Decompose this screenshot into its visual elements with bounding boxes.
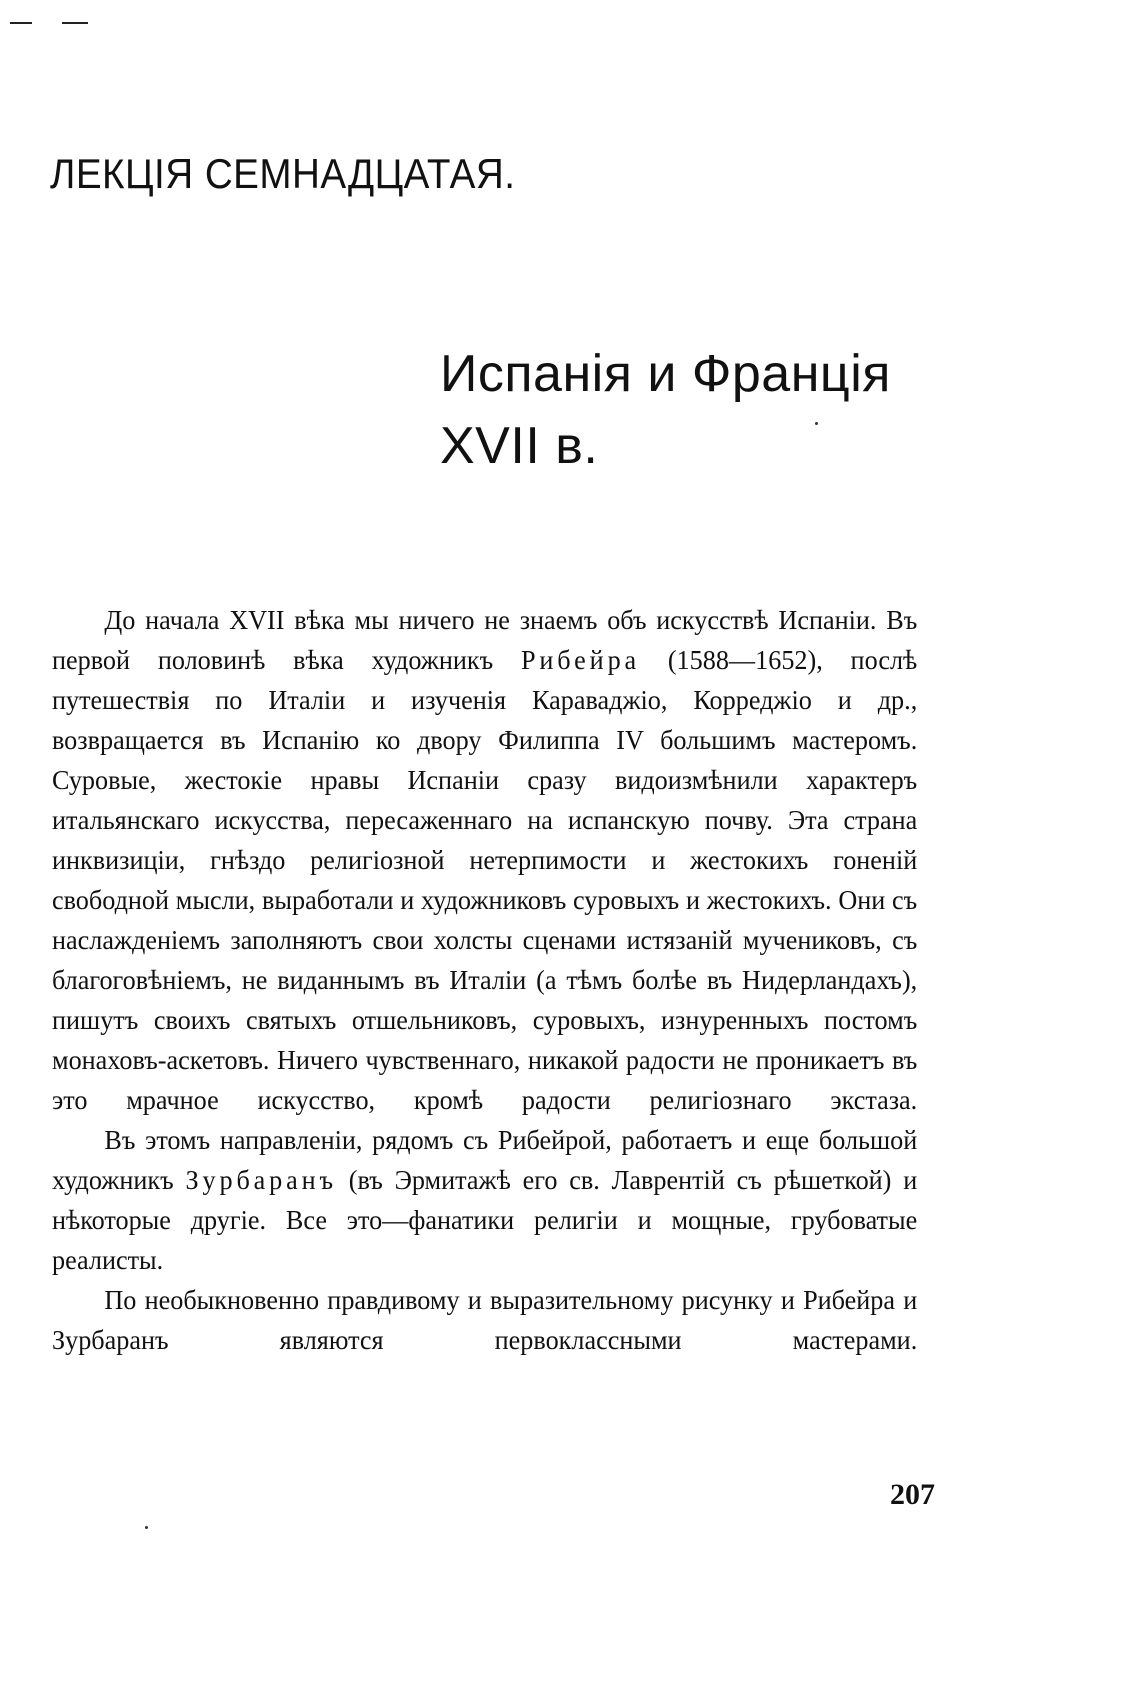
paragraph-3 — [52, 1280, 917, 1360]
scan-mark — [10, 22, 32, 24]
paragraph-1-text: (1588—1652), послѣ путешествія по Италіи и изученія Караваджіо, Корреджіо и др., возвращается въ Испанію ко двору Филиппа IV большимъ мастеромъ. Суровые, жестокіе нравы Испаніи сразу видоизмѣнили характеръ итальянскаго искусства, пересаженнаго на испанскую почву. Эта страна инквизиціи, гнѣздо религіозной нетерпимости и жестокихъ гоненій свободной мысли, выработали и художниковъ суровыхъ и жестокихъ. Они съ наслажденіемъ заполняютъ свои холсты сценами истязаній мучениковъ, съ благоговѣніемъ, не виданнымъ въ Италіи (а тѣмъ болѣе въ Нидерландахъ), пишутъ своихъ святыхъ отшельниковъ, суровыхъ, изнуренныхъ постомъ монаховъ-аскетовъ. Ничего чувственнаго, никакой радости не проникаетъ въ это мрачное искусство, кромѣ радости религіознаго экстаза. — [52, 645, 918, 1115]
paragraph-2 — [52, 1120, 917, 1280]
artist-name-zurbaran: Зурбаранъ — [185, 1165, 337, 1195]
scan-speck — [145, 1526, 148, 1529]
artist-name-ribera: Рибейра — [520, 645, 641, 675]
scan-mark — [62, 22, 88, 24]
paragraph-2-text: (въ Эрмитажѣ его св. Лаврентій съ рѣшеткой) и нѣкоторые другіе. Все это—фанатики религіи и мощные, грубоватые реалисты. — [52, 1165, 918, 1275]
page-number: 207 — [890, 1478, 935, 1511]
chapter-title-line-2: XVII в. — [440, 417, 599, 475]
body-text — [52, 600, 917, 1360]
paragraph-3-text: По необыкновенно правдивому и выразительному рисунку и Рибейра и Зурбаранъ являются первоклассными мастерами. — [52, 1285, 918, 1355]
paragraph-2-text: Въ этомъ направленіи, рядомъ съ Рибейрой, работаетъ и еще большой художникъ — [52, 1125, 918, 1195]
scan-speck — [815, 422, 818, 425]
chapter-title — [440, 338, 891, 482]
paragraph-1 — [52, 600, 917, 1120]
paragraph-1-text: До начала XVII вѣка мы ничего не знаемъ объ искусствѣ Испаніи. Въ первой половинѣ вѣка художникъ — [52, 605, 918, 675]
lecture-heading: ЛЕКЦІЯ СЕМНАДЦАТАЯ. — [50, 150, 516, 197]
chapter-title-line-1: Испанія и Франція — [440, 345, 891, 403]
